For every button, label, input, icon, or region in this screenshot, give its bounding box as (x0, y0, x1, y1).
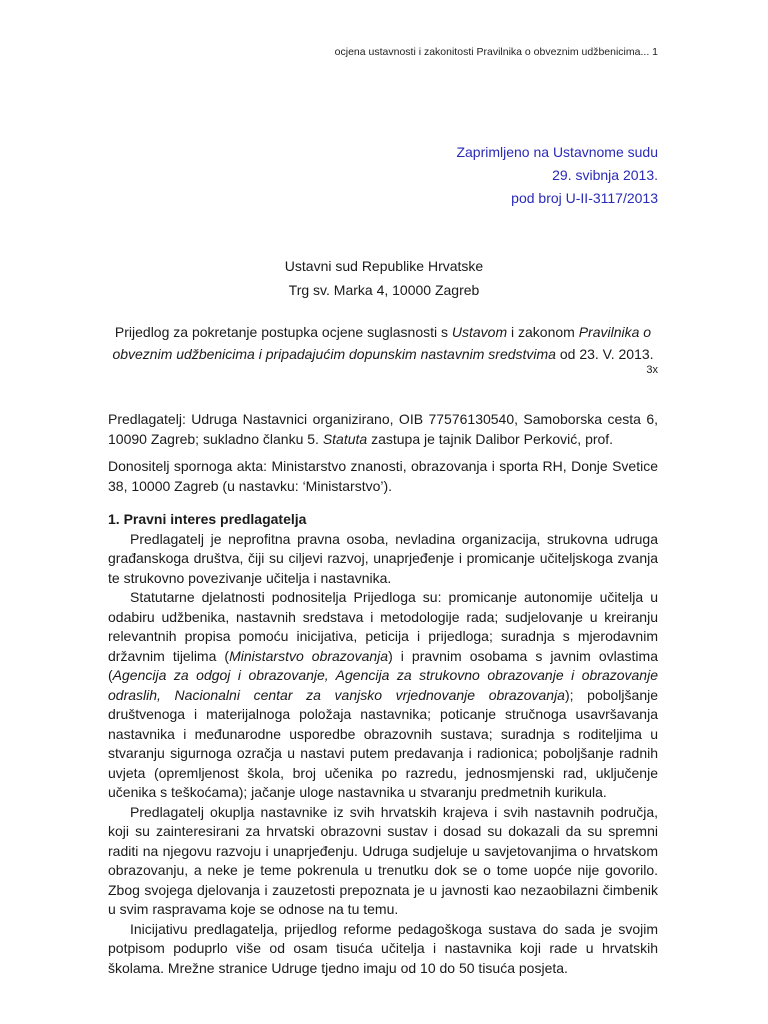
court-name: Ustavni sud Republike Hrvatske (284, 258, 484, 274)
stamp-line-1: Zaprimljeno na Ustavnome sudu (456, 144, 658, 160)
stamp-line-3: pod broj U-II-3117/2013 (511, 190, 658, 206)
running-header (335, 46, 658, 58)
p2-text-c: ); poboljšanje društvenoga i materijalnoga položaja nastavnika; poticanje stručnoga usavršavanja nastavnika i međunarodne usporedbe obrazovnih sustava; suradnja s roditeljima u stvaranju sigurnoga ozračja u nastavi putem predavanja i radionica; poboljšanje radnih uvjeta (opremljenost škola, broj učenika po razredu, jednosmjenski rad, uključenje učenika s teškoćama); jačanje uloge nastavnika u stvaranju predmetnih kurikula. (108, 686, 658, 800)
p2-italic-1: Ministarstvo obrazovanja (229, 647, 389, 664)
section-paragraph-1: Predlagatelj je neprofitna pravna osoba, nevladina organizacija, strukovna udruga građanskoga društva, čiji su ciljevi razvoj, unaprjeđenje i promicanje učiteljskoga zvanja te strukovno povezivanje učitelja i nastavnika. (108, 530, 658, 586)
addressee (0, 254, 768, 302)
copies-note: 3x (646, 364, 658, 376)
applicant-italic: Statuta (322, 430, 368, 447)
page-number: 1 (652, 46, 658, 58)
stamp-line-2: 29. svibnja 2013. (552, 167, 658, 183)
running-title: ocjena ustavnosti i zakonitosti Pravilnika o obveznim udžbenicima... (334, 46, 650, 58)
document-body (108, 410, 658, 978)
issuer-paragraph: Donositelj spornoga akta: Ministarstvo znanosti, obrazovanja i sporta RH, Donje Svetice 38, 10000 Zagreb (u nastavku: ‘Ministarstvo’). (108, 458, 658, 494)
applicant-paragraph (108, 410, 658, 449)
proposal-title (108, 321, 658, 365)
receipt-stamp (456, 141, 658, 210)
section-paragraph-2 (108, 588, 658, 803)
p2-italic-2: Agencija za odgoj i obrazovanje, Agencija za strukovno obrazovanje i obrazovanje odraslih, Nacionalni centar za vanjsko vrjednovanje obrazovanja (108, 667, 658, 703)
proposal-italic-2: Pravilnika o obveznim udžbenicima i pripadajućim dopunskim nastavnim sredstvima (112, 324, 652, 362)
section-paragraph-3: Predlagatelj okuplja nastavnike iz svih hrvatskih krajeva i svih nastavnih područja, koji su zainteresirani za hrvatski obrazovni sustav i dosad su dokazali da su spremni raditi na njegovu razvoju i unaprjeđenju. Udruga sudjeluje u savjetovanjima o hrvatskom obrazovanju, a neke je teme pokrenula u trenutku dok se o tome uopće nije govorilo. Zbog svojega djelovanja i zauzetosti prepoznata je u javnosti kao nezaobilazni čimbenik u svim raspravama koje se odnose na tu temu. (108, 803, 658, 917)
applicant-text-2: zastupa je tajnik Dalibor Perković, prof. (367, 430, 614, 447)
applicant-text-1: Predlagatelj: Udruga Nastavnici organizirano, OIB 77576130540, Samoborska cesta 6, 10090 Zagreb; sukladno članku 5. (108, 411, 658, 447)
section-paragraph-4: Inicijativu predlagatelja, prijedlog reforme pedagoškoga sustava do sada je svojim potpisom poduprlo više od osam tisuća učitelja i nastavnika koji rade u hrvatskih školama. Mrežne stranice Udruge tjedno imaju od 10 do 50 tisuća posjeta. (108, 920, 658, 976)
section-title: 1. Pravni interes predlagatelja (108, 511, 307, 527)
proposal-text-1: Prijedlog za pokretanje postupka ocjene suglasnosti s (114, 324, 452, 340)
p2-text-b: ) i pravnim osobama s javnim ovlastima ( (108, 647, 658, 683)
court-address: Trg sv. Marka 4, 10000 Zagreb (288, 282, 480, 298)
p2-text-a: Statutarne djelatnosti podnositelja Prijedloga su: promicanje autonomije učitelja u odabiru udžbenika, nastavnih sredstava i metodologije rada; sudjelovanje u kreiranju relevantnih propisa pomoću inicijativa, peticija i prijedloga; suradnja s mjerodavnim državnim tijelima ( (108, 589, 658, 664)
proposal-text-3: od 23. V. 2013. (555, 346, 654, 362)
proposal-italic-1: Ustavom (451, 324, 508, 340)
proposal-text-2: i zakonom (507, 324, 579, 340)
